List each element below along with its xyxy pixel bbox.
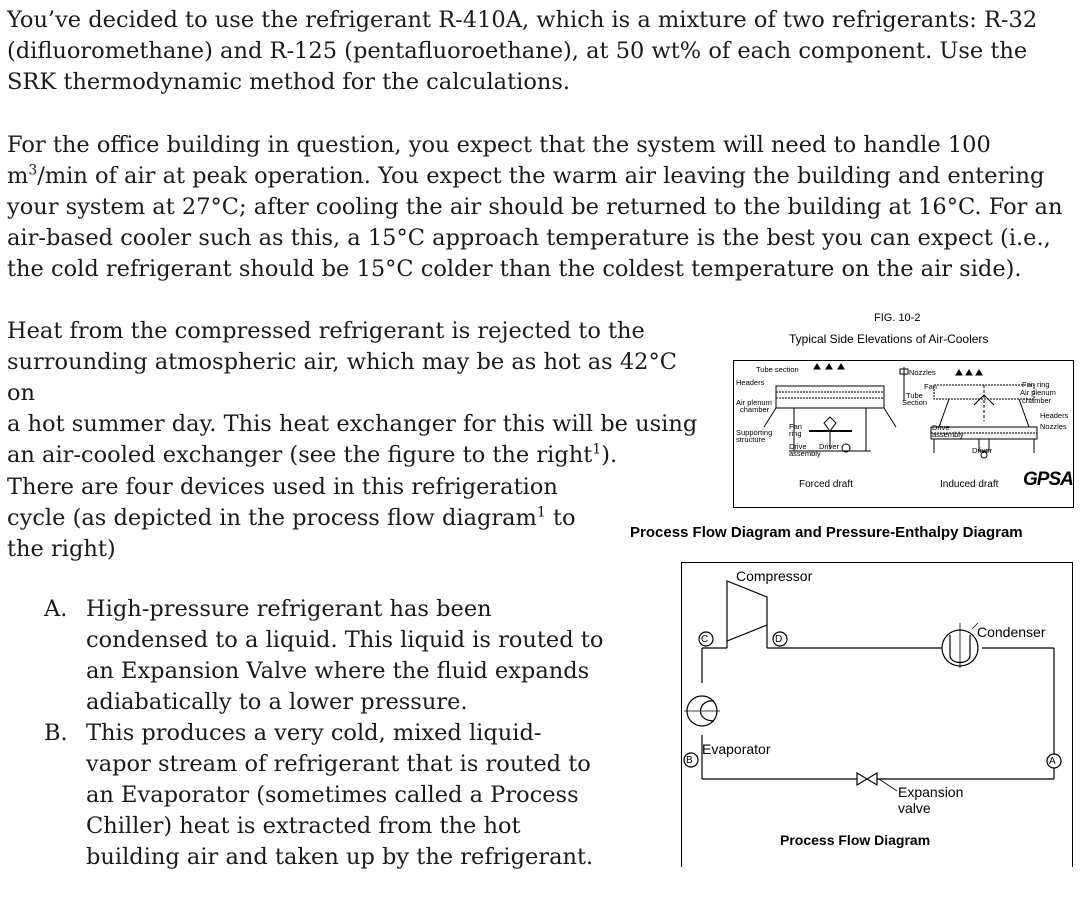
point-b-label: B: [686, 755, 693, 766]
gpsa-logo: GPSA: [1023, 469, 1073, 490]
fig1-title: Typical Side Elevations of Air-Coolers: [789, 332, 989, 346]
compressor-label: Compressor: [736, 568, 813, 584]
device-list: [44, 594, 614, 873]
evaporator-label: Evaporator: [702, 741, 771, 757]
condenser-label: Condenser: [977, 624, 1046, 640]
intro-paragraph: You’ve decided to use the refrigerant R-410A, which is a mixture of two refrigerants: R-32 (difluoromethane) and R-125 (pentafluoroethane), at 50 wt% of each component. Use the SRK thermodynamic method for the calculations.: [7, 7, 1038, 95]
expansion-valve-label-1: Expansion: [898, 784, 964, 800]
heat-rejection-paragraph: Heat from the compressed refrigerant is rejected to the surrounding atmospheric air, which may be as hot as 42°C on a hot summer day. This heat exchanger for this will be using an air-cooled exchanger (see the figure to the right$^1$).: [7, 318, 698, 468]
point-c-label: C: [701, 634, 709, 645]
forced-draft-label: Forced draft: [799, 479, 853, 490]
expansion-valve-label-2: valve: [898, 800, 931, 816]
pfd-drawing: [682, 563, 1072, 867]
pfd-caption: Process Flow Diagram: [780, 832, 931, 848]
fig2-title: Process Flow Diagram and Pressure-Enthalpy Diagram: [630, 524, 1023, 541]
point-a-label: A: [1049, 756, 1056, 767]
induced-draft-label: Induced draft: [940, 479, 999, 490]
list-item: A. High-pressure refrigerant has been condensed to a liquid. This liquid is routed to an Expansion Valve where the fluid expands adiabatically to a lower pressure.: [44, 596, 604, 715]
point-d-label: D: [775, 634, 783, 645]
devices-paragraph: There are four devices used in this refrigeration cycle (as depicted in the process flow diagram$^1$ to the right): [7, 474, 576, 562]
fig1-number: FIG. 10-2: [874, 312, 921, 324]
air-cooler-figure: Tube section Headers Air plenum chamber Supporting structure Fan ring Drive Driver assembly Nozzles Fan Tube Section Fan ring Air plenum chamber Headers Nozzles Drive assembly Driver Forced draft Induced draft GPSA: [733, 360, 1074, 508]
airflow-paragraph: For the office building in question, you expect that the system will need to handle 100 $m^3/\min$ of air at peak operation. You expect the warm air leaving the building and entering your system at 27°C; after cooling the air should be returned to the building at 16°C. For an air-based cooler such as this, a 15°C approach temperature is the best you can expect (i.e., the cold refrigerant should be 15°C colder than the coldest temperature on the air side).: [7, 132, 1063, 282]
process-flow-diagram: [681, 562, 1073, 867]
list-item: B. This produces a very cold, mixed liquid- vapor stream of refrigerant that is routed to an Evaporator (sometimes called a Process Chiller) heat is extracted from the hot building air and taken up by the refrigerant.: [44, 720, 594, 870]
